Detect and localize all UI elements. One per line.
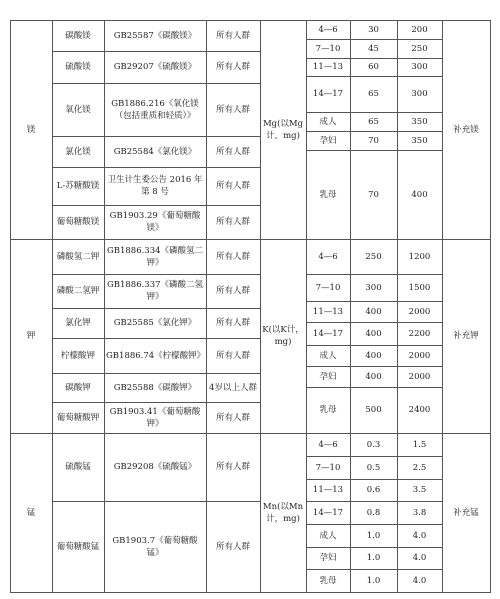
compound-standard: GB1886.334《磷酸氢二钾》 — [106, 245, 204, 268]
level-max: 4.0 — [412, 530, 427, 541]
level-min: 45 — [368, 43, 379, 54]
compound-name: 硫酸镁 — [65, 62, 91, 72]
compound-name: 葡萄糖酸锰 — [56, 541, 100, 552]
level-min: 0.5 — [366, 462, 381, 473]
table-rule — [10, 592, 491, 593]
age-group: 14—17 — [312, 89, 344, 99]
age-group: 成人 — [319, 530, 337, 541]
age-group: 7—10 — [315, 462, 341, 473]
compound-population: 所有人群 — [215, 146, 250, 157]
compound-standard: GB1903.29《葡萄糖酸镁》 — [109, 211, 201, 233]
level-max: 3.5 — [412, 485, 427, 495]
table-rule — [350, 20, 351, 593]
age-group: 孕妇 — [319, 553, 337, 563]
compound-name: 氧化镁 — [65, 104, 91, 115]
level-max: 2000 — [408, 306, 431, 317]
level-min: 500 — [365, 405, 382, 415]
level-max: 3.8 — [412, 507, 427, 518]
age-group: 乳母 — [319, 405, 337, 415]
level-min: 400 — [365, 328, 382, 339]
age-group: 11—13 — [312, 306, 344, 317]
level-max: 2200 — [408, 328, 431, 339]
table-rule — [206, 20, 207, 593]
level-min: 70 — [368, 189, 379, 200]
compound-standard: GB25588《碳酸钾》 — [113, 382, 197, 393]
level-min: 30 — [368, 24, 379, 35]
age-group: 14—17 — [312, 328, 344, 339]
table-rule — [397, 20, 398, 593]
level-max: 2000 — [408, 371, 431, 382]
level-min: 250 — [365, 251, 382, 262]
element-name: 镁 — [26, 124, 36, 135]
level-min: 400 — [365, 371, 382, 382]
table-rule — [260, 20, 261, 593]
age-group: 7—10 — [315, 282, 341, 293]
level-min: 300 — [365, 282, 382, 293]
table-rule — [306, 20, 307, 593]
table-rule — [490, 20, 491, 593]
age-group: 4—6 — [318, 24, 338, 35]
purpose-label: 补充镁 — [453, 124, 479, 135]
compound-name: 氯化钾 — [65, 318, 91, 328]
compound-name: L-苏糖酸镁 — [56, 181, 100, 191]
compound-name: 碳酸镁 — [65, 30, 91, 41]
compound-standard: GB1886.216《氧化镁（包括重质和轻质）》 — [111, 98, 199, 121]
level-max: 400 — [411, 189, 428, 200]
compound-population: 所有人群 — [215, 318, 250, 328]
level-max: 250 — [411, 43, 428, 54]
compound-standard: GB29207《硫酸镁》 — [113, 62, 197, 72]
level-min: 1.0 — [366, 530, 381, 541]
compound-population: 所有人群 — [215, 462, 250, 472]
compound-standard: GB29208《硫酸锰》 — [113, 462, 197, 472]
compound-standard: 卫生计生委公告 2016 年第 8 号 — [107, 175, 203, 197]
level-max: 200 — [411, 24, 428, 35]
compound-population: 4岁以上人群 — [209, 382, 257, 393]
level-min: 0.8 — [366, 507, 381, 518]
compound-standard: GB25585《氯化钾》 — [113, 318, 197, 328]
level-max: 4.0 — [412, 553, 427, 563]
level-max: 2.5 — [412, 462, 427, 473]
compound-population: 所有人群 — [215, 350, 250, 361]
compound-standard: GB1886.337《磷酸二氢钾》 — [106, 280, 204, 302]
age-group: 7—10 — [315, 43, 341, 54]
compound-name: 葡萄糖酸钾 — [56, 412, 100, 423]
compound-standard: GB1903.41《葡萄糖酸钾》 — [109, 406, 201, 429]
level-min: 70 — [368, 135, 379, 146]
compound-population: 所有人群 — [215, 217, 250, 227]
level-min: 1.0 — [366, 575, 381, 586]
age-group: 孕妇 — [319, 135, 337, 146]
compound-name: 碳酸钾 — [65, 382, 91, 393]
table-rule — [104, 20, 105, 593]
level-max: 350 — [411, 135, 428, 146]
level-max: 1.5 — [412, 439, 427, 450]
compound-population: 所有人群 — [215, 541, 250, 552]
unit-label: Mg(以Mg计，mg) — [262, 118, 304, 141]
age-group: 11—13 — [312, 485, 344, 495]
element-name: 钾 — [26, 331, 36, 341]
table-rule — [442, 20, 443, 593]
level-min: 0.3 — [366, 439, 381, 450]
level-min: 65 — [368, 89, 379, 99]
compound-population: 所有人群 — [215, 62, 250, 72]
age-group: 乳母 — [319, 189, 337, 200]
table-rule — [52, 20, 53, 593]
level-max: 2400 — [408, 405, 431, 415]
age-group: 14—17 — [312, 507, 344, 518]
unit-label: Mn(以Mn计，mg) — [262, 501, 304, 524]
compound-population: 所有人群 — [215, 286, 250, 296]
level-max: 4.0 — [412, 575, 427, 586]
age-group: 11—13 — [312, 62, 344, 72]
compound-population: 所有人群 — [215, 181, 250, 191]
compound-name: 葡萄糖酸镁 — [56, 217, 100, 227]
level-min: 1.0 — [366, 553, 381, 563]
element-name: 锰 — [26, 507, 36, 518]
level-min: 65 — [368, 116, 379, 127]
table-rule — [10, 20, 11, 593]
age-group: 4—6 — [318, 439, 338, 450]
compound-population: 所有人群 — [215, 30, 250, 41]
age-group: 孕妇 — [319, 371, 337, 382]
compound-standard: GB25587《碳酸镁》 — [113, 30, 197, 41]
level-max: 1200 — [408, 251, 431, 262]
level-max: 1500 — [408, 282, 431, 293]
level-min: 60 — [368, 62, 379, 72]
age-group: 乳母 — [319, 575, 337, 586]
compound-name: 硫酸锰 — [65, 462, 91, 472]
compound-name: 磷酸二氢钾 — [56, 286, 100, 296]
purpose-label: 补充钾 — [453, 331, 479, 341]
compound-population: 所有人群 — [215, 104, 250, 115]
compound-population: 所有人群 — [215, 412, 250, 423]
level-max: 2000 — [408, 350, 431, 361]
compound-name: 磷酸氢二钾 — [56, 251, 100, 262]
level-max: 300 — [411, 89, 428, 99]
compound-name: 氯化镁 — [65, 146, 91, 157]
compound-name: 柠檬酸钾 — [60, 350, 95, 361]
level-min: 0.6 — [366, 485, 381, 495]
compound-standard: GB25584《氯化镁》 — [113, 146, 197, 157]
level-max: 350 — [411, 116, 428, 127]
unit-label: K(以K计，mg) — [262, 325, 304, 347]
level-min: 400 — [365, 350, 382, 361]
age-group: 成人 — [319, 116, 337, 127]
level-max: 300 — [411, 62, 428, 72]
age-group: 4—6 — [318, 251, 338, 262]
compound-population: 所有人群 — [215, 251, 250, 262]
purpose-label: 补充锰 — [453, 507, 479, 518]
age-group: 成人 — [319, 350, 337, 361]
compound-standard: GB1886.74《柠檬酸钾》 — [106, 350, 206, 361]
level-min: 400 — [365, 306, 382, 317]
compound-standard: GB1903.7《葡萄糖酸锰》 — [112, 535, 198, 558]
